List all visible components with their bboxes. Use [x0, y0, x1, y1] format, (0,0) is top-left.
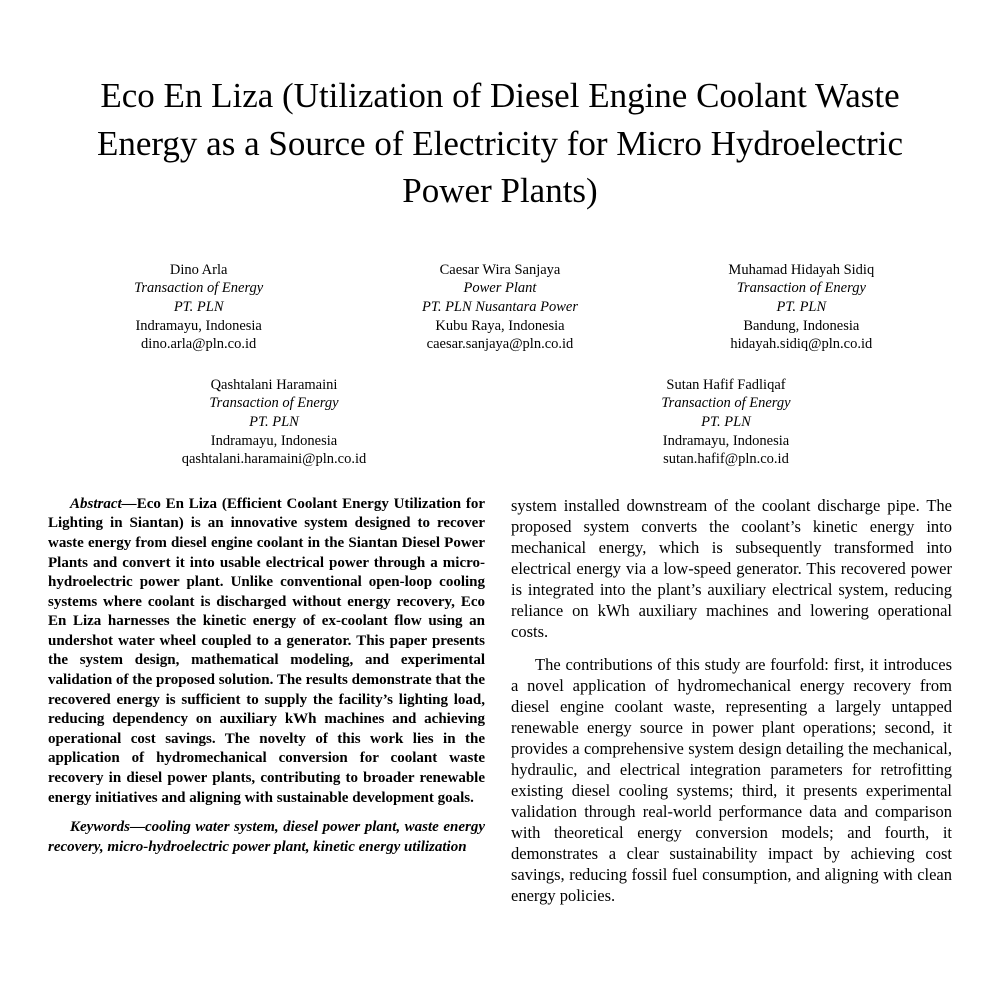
authors-row-1 [48, 261, 952, 354]
keywords-text: cooling water system, diesel power plant, waste energy recovery, micro-hydroelectric power plant, kinetic energy utilization [48, 819, 485, 855]
right-column [511, 495, 952, 906]
abstract-label: Abstract— [70, 495, 137, 512]
abstract-paragraph [48, 495, 485, 809]
author-department: Transaction of Energy [736, 280, 866, 297]
author-location: Kubu Raya, Indonesia [435, 317, 565, 334]
author-name: Dino Arla [169, 261, 228, 278]
author-location: Bandung, Indonesia [743, 317, 860, 334]
author-location: Indramayu, Indonesia [135, 317, 262, 334]
author-email: dino.arla@pln.co.id [141, 336, 257, 353]
author-name: Qashtalani Haramaini [210, 376, 338, 393]
author-block-4 [48, 376, 500, 469]
author-location: Indramayu, Indonesia [210, 432, 338, 449]
author-department: Transaction of Energy [134, 280, 264, 297]
author-block-3 [651, 261, 952, 354]
author-block-5 [500, 376, 952, 469]
author-email: sutan.hafif@pln.co.id [663, 451, 789, 468]
author-location: Indramayu, Indonesia [662, 432, 790, 449]
body-paragraph-2: The contributions of this study are fourfold: first, it introduces a novel application of hydromechanical energy recovery from diesel engine coolant waste, representing a largely untapped renewable energy source in power plant operations; second, it provides a comprehensive system design detailing the mechanical, hydraulic, and electrical integration parameters for retrofitting existing diesel cooling systems; third, it presents experimental validation through real-world performance data and comparison with theoretical energy conversion models; and fourth, it demonstrates a clear sustainability impact by achieving cost savings, reducing fossil fuel consumption, and aligning with clean energy policies. [511, 654, 952, 905]
author-organization: PT. PLN [701, 413, 751, 430]
author-email: caesar.sanjaya@pln.co.id [426, 336, 574, 353]
author-department: Transaction of Energy [661, 395, 791, 412]
body-columns [48, 495, 952, 906]
author-block-2 [349, 261, 650, 354]
author-name: Caesar Wira Sanjaya [439, 261, 561, 278]
author-name: Sutan Hafif Fadliqaf [666, 376, 786, 393]
author-organization: PT. PLN [776, 298, 827, 315]
author-department: Transaction of Energy [209, 395, 339, 412]
abstract-text: Eco En Liza (Efficient Coolant Energy Utilization for Lighting in Siantan) is an innovative system designed to recover waste energy from diesel engine coolant in the Siantan Diesel Power Plants and convert it into usable electrical power through a micro-hydroelectric power plant. Unlike conventional open-loop cooling systems where coolant is discharged without energy recovery, Eco En Liza harnesses the kinetic energy of ex-coolant flow using an undershot water wheel coupled to a generator. This paper presents the system design, mathematical modeling, and experimental validation of the proposed solution. The results demonstrate that the recovered energy is sufficient to supply the facility’s lighting load, reducing dependency on auxiliary kWh machines and achieving operational cost savings. The novelty of this work lies in the application of hydromechanical conversion for coolant waste recovery in diesel power plants, contributing to broader renewable energy initiatives and aligning with sustainable development goals. [48, 495, 485, 806]
author-organization: PT. PLN [173, 298, 224, 315]
authors-row-2 [48, 376, 952, 469]
author-block-1 [48, 261, 349, 354]
keywords-paragraph [48, 818, 485, 857]
paper-title: Eco En Liza (Utilization of Diesel Engine Coolant Waste Energy as a Source of Electricity for Micro Hydroelectric Power Plants) [97, 76, 903, 211]
body-paragraph-1: system installed downstream of the coolant discharge pipe. The proposed system converts the coolant’s kinetic energy into mechanical energy, which is subsequently transformed into electrical energy via a low-speed generator. This recovered power is integrated into the plant’s auxiliary electrical system, reducing reliance on kWh auxiliary machines and lowering operational costs. [511, 495, 952, 641]
author-department: Power Plant [463, 280, 537, 297]
author-email: qashtalani.haramaini@pln.co.id [181, 451, 367, 468]
author-organization: PT. PLN [249, 413, 299, 430]
author-email: hidayah.sidiq@pln.co.id [730, 336, 873, 353]
author-name: Muhamad Hidayah Sidiq [728, 261, 875, 278]
keywords-label: Keywords— [70, 819, 145, 836]
left-column [48, 495, 485, 906]
author-organization: PT. PLN Nusantara Power [421, 298, 578, 315]
